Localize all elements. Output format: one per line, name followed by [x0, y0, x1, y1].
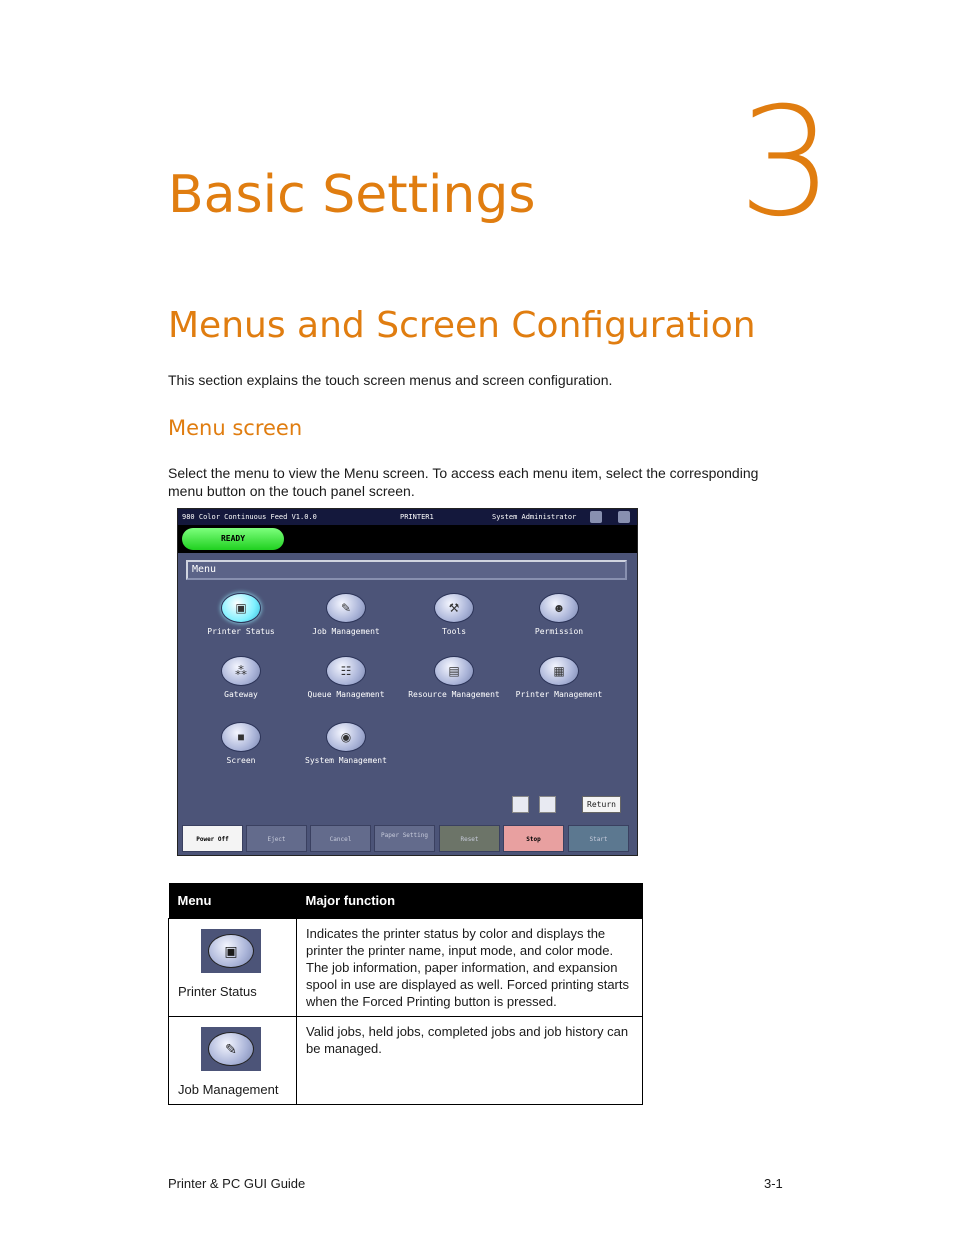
queue-icon: ☷ [326, 656, 366, 686]
printer-icon: ▣ [221, 593, 261, 623]
table-cell-menu [169, 1017, 297, 1105]
screen-icon: ■ [221, 722, 261, 752]
subsection-body: Select the menu to view the Menu screen. To access each menu item, select the corresponding menu button on the touch panel screen. [168, 465, 759, 499]
menu-item-label: Printer Management [515, 690, 603, 699]
menu-item-label: Tools [441, 627, 467, 636]
menu-name: Job Management [178, 1082, 279, 1097]
menu-item-label: System Management [305, 756, 387, 765]
printer-icon: ▣ [201, 929, 261, 973]
menu-name: Printer Status [178, 984, 257, 999]
menu-item-job-management[interactable] [291, 593, 401, 636]
table-header-function: Major function [297, 883, 643, 919]
reset-button[interactable]: Reset [439, 825, 500, 852]
wrench-icon: ✎ [201, 1027, 261, 1071]
chapter-number: 3 [738, 76, 834, 250]
next-arrow-icon[interactable] [618, 511, 630, 523]
menu-screen-screenshot [177, 508, 638, 856]
user-name: System Administrator [492, 513, 577, 521]
table-cell-function: Valid jobs, held jobs, completed jobs and job history can be managed. [297, 1017, 643, 1105]
menu-item-tools[interactable] [399, 593, 509, 636]
menu-item-label: Queue Management [307, 690, 385, 699]
table-header-row [169, 883, 643, 919]
menu-item-label: Screen [226, 756, 256, 765]
header-title: 980 Color Continuous Feed V1.0.0 [182, 513, 317, 521]
toolbox-icon: ⚒ [434, 593, 474, 623]
footer-title: Printer & PC GUI Guide [168, 1176, 306, 1191]
status-bar [178, 509, 637, 553]
people-icon: ☻ [539, 593, 579, 623]
table-row [169, 919, 643, 1017]
cancel-button[interactable]: Cancel [310, 825, 371, 852]
table-cell-menu [169, 919, 297, 1017]
header-line [178, 509, 637, 525]
page-number: 3-1 [764, 1176, 783, 1191]
table-cell-function: Indicates the printer status by color and displays the printer the printer name, input mode, and color mode. The job information, paper information, and expansion spool in use are displayed as well. Forced printing starts when the Forced Printing button is pressed. [297, 919, 643, 1017]
return-button[interactable]: Return [582, 796, 621, 813]
menu-item-printer-management[interactable] [504, 656, 614, 699]
stop-button[interactable]: Stop [503, 825, 564, 852]
menu-title-bar: Menu [186, 560, 627, 580]
menu-item-queue-management[interactable] [291, 656, 401, 699]
menu-function-table [168, 883, 643, 1105]
table-header-menu: Menu [169, 883, 297, 919]
menu-item-permission[interactable] [504, 593, 614, 636]
menu-item-resource-management[interactable] [399, 656, 509, 699]
printer-config-icon: ▦ [539, 656, 579, 686]
paper-setting-button[interactable]: Paper Setting [374, 825, 435, 852]
menu-item-label: Printer Status [207, 627, 275, 636]
printer-name: PRINTER1 [400, 513, 434, 521]
document-icon: ▤ [434, 656, 474, 686]
status-badge: READY [182, 528, 284, 550]
start-button[interactable]: Start [568, 825, 629, 852]
power-off-button[interactable]: Power Off [182, 825, 243, 852]
menu-item-gateway[interactable] [186, 656, 296, 699]
section-title: Menus and Screen Configuration [168, 305, 756, 346]
prev-arrow-icon[interactable] [590, 511, 602, 523]
wrench-icon: ✎ [326, 593, 366, 623]
eject-button[interactable]: Eject [246, 825, 307, 852]
square-button[interactable] [512, 796, 529, 813]
menu-item-system-management[interactable] [291, 722, 401, 765]
square-button[interactable] [539, 796, 556, 813]
menu-item-printer-status[interactable] [186, 593, 296, 636]
table-row [169, 1017, 643, 1105]
subsection-title: Menu screen [168, 416, 303, 440]
menu-item-label: Gateway [224, 690, 258, 699]
menu-item-label: Permission [534, 627, 584, 636]
network-icon: ⁂ [221, 656, 261, 686]
menu-item-label: Resource Management [408, 690, 500, 699]
section-intro: This section explains the touch screen menus and screen configuration. [168, 372, 613, 388]
menu-item-label: Job Management [312, 627, 380, 636]
menu-item-screen[interactable] [186, 722, 296, 765]
chapter-title: Basic Settings [168, 165, 536, 225]
disc-icon: ◉ [326, 722, 366, 752]
